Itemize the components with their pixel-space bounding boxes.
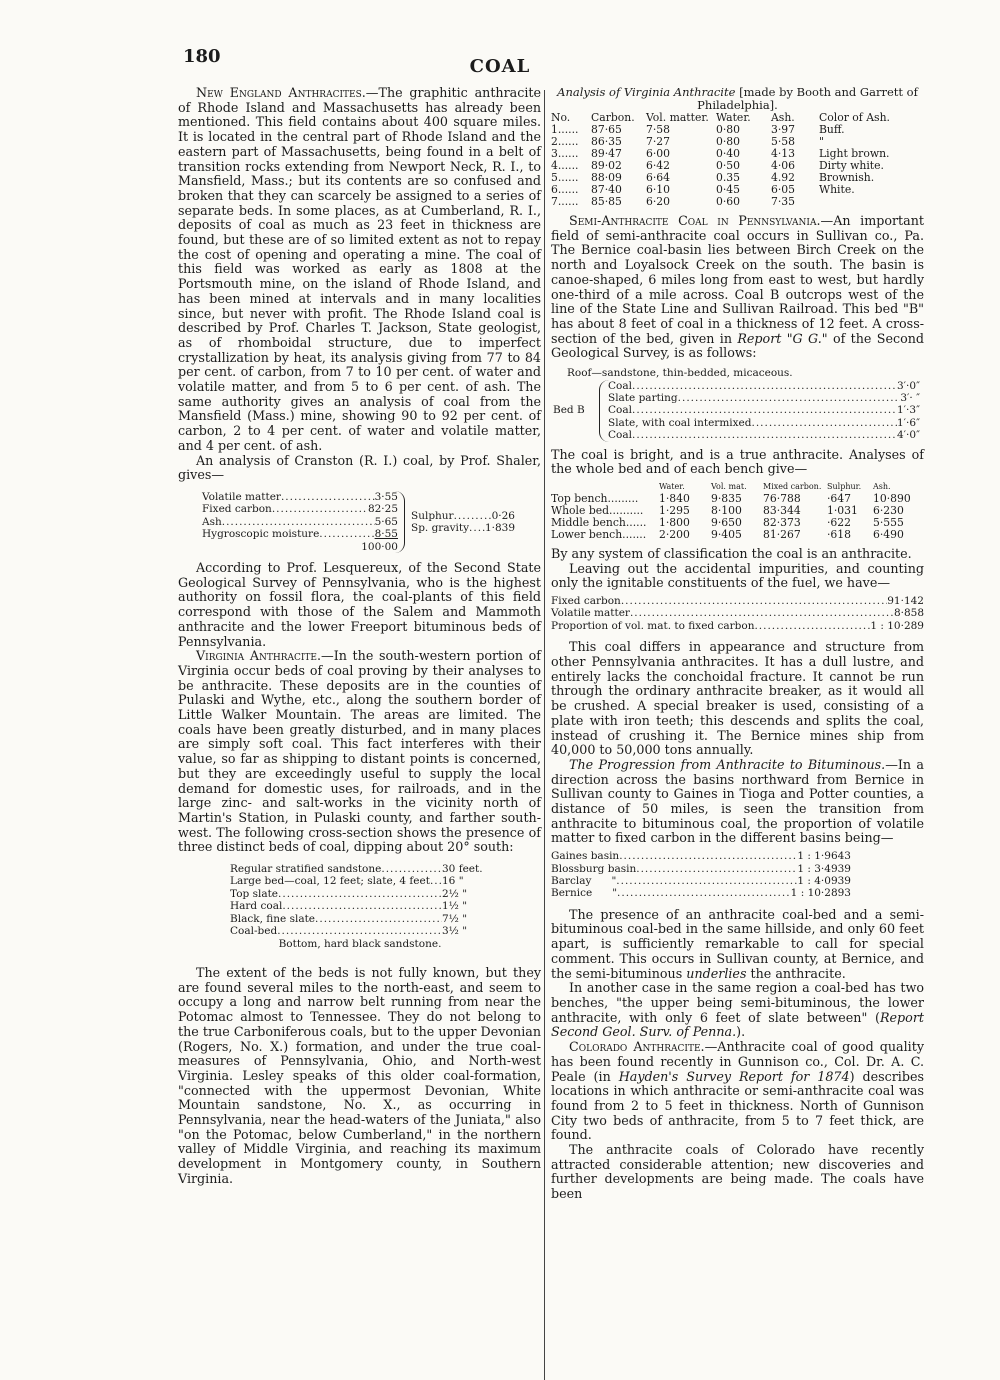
- new-england-paragraph: New England Anthracites.—The graphitic anthracite of Rhode Island and Massachusetts has already been mentioned. This field contains about 400 square miles. It is located in the central part of Rhode Island and the eastern part of Massachusetts, being found in a belt of transition rocks extending from Newport Neck, R. I., to Mansfield, Mass.; but its contents are so confused and broken that they can scarcely be assigned to a series of separate beds. In some places, as at Cumberland, R. I., deposits of coal as much as 23 feet in thickness are found, but these are of so limited extent as not to repay the cost of opening and operating a mine. The coal of this field was worked as early as 1808 at the Portsmouth mine, on the island of Rhode Island, and has been mined at intervals and in many localities since, but never with profit. The Rhode Island coal is described by Prof. Charles T. Jackson, State geologist, as of rhomboidal structure, due to imperfect crystallization by heat, its analysis giving from 77 to 84 per cent. of carbon, from 7 to 10 per cent. of water and volatile matter, and from 5 to 6 per cent. of ash. The same authority gives an analysis of coal from the Mansfield (Mass.) mine, showing 90 to 92 per cent. of carbon, 2 to 4 per cent. of water and volatile matter, and 4 per cent. of ash.: [178, 85, 541, 453]
- table-row: 7...... 85·85 6·20 0·60 7·35: [551, 195, 796, 208]
- extent-paragraph: The extent of the beds is not fully known, but they are found several miles to the north-east, and seem to occupy a long and narrow belt running from near the Potomac almost to Tennessee. They do not belong to the true Carboniferous coals, but to the upper Devonian (Rogers, No. X.) formation, and under the true coal-measures of Pennsylvania, Ohio, and North-west Virginia. Lesley speaks of this older coal-formation, "connected with the uppermost Devonian, White Mountain sandstone, No. X., as occurring in Pennsylvania, near the head-waters of the Juniata," also "on the Potomac, below Cumberland," in the northern valley of Middle Virginia, and reaching its maximum development in Montgomery county, in Southern Virginia.: [178, 965, 541, 1186]
- table-row: Large bed—coal, 12 feet; slate, 4 feet ..... 16 ": [230, 875, 490, 887]
- table-row: Top slate ..... 2½ ": [230, 888, 490, 900]
- section-heading: New England Anthracites.: [196, 85, 366, 100]
- table-row: 2...... 86·35 7·27 0·80 5·58 ": [551, 135, 824, 148]
- table-row: Coal ..... 4′·0″: [608, 429, 920, 441]
- table-row: Volatile matter ..... 8·858: [551, 607, 924, 619]
- colorado-paragraph: Colorado Anthracite.—Anthracite coal of good quality has been found recently in Gunnison co., Col. Dr. A. C. Peale (in Hayden's Survey Report for 1874) describes locations in which anthracite or semi-anthracite coal was found from 2 to 5 feet in thickness. North of Gunnison City two beds of anthracite, from 5 to 7 feet thick, are found.: [551, 1039, 924, 1143]
- table-row: 5...... 88·09 6·64 0.35 4.92 Brownish.: [551, 171, 875, 184]
- classification-paragraph: By any system of classification the coal is an anthracite.: [551, 545, 912, 561]
- table-row: 6...... 87·40 6·10 0·45 6·05 White.: [551, 183, 855, 196]
- virginia-paragraph: Virginia Anthracite.—In the south-western portion of Virginia occur beds of coal proving by their analyses to be anthracite. These deposits are in the counties of Pulaski and Wythe, etc., along the southern border of Little Walker Mountain. The areas are limited. The coals have been greatly disturbed, and in many places are simply soft coal. This fact interferes with their value, so far as shipping to distant points is concerned, but they are exceedingly useful to supply the local demand for domestic uses, for railroads, and in the large zinc- and salt-works in the vicinity north of Martin's Station, in Pulaski county, and farther south-west. The following cross-section shows the presence of three distinct beds of coal, dipping about 20° south:: [178, 648, 541, 855]
- table-header-row: Water. Vol. mat. Mixed carbon. Sulphur. Ash.: [659, 481, 891, 491]
- column-divider: [544, 90, 545, 1380]
- right-column: [551, 86, 924, 1202]
- hillside-paragraph: The presence of an anthracite coal-bed and a semi-bituminous coal-bed in the same hillside, and only 60 feet apart, is sufficiently remarkable to call for special comment. This occurs in Sullivan county, at Bernice, and the semi-bituminous underlies the anthracite.: [551, 906, 924, 981]
- differs-paragraph: This coal differs in appearance and structure from other Pennsylvania anthracites. It has a dull lustre, and entirely lacks the conchoidal fracture. It cannot be run through the ordinary anthracite breaker, as it would all be crushed. A special breaker is used, consisting of a plate with iron teeth; this descends and splits the coal, instead of crushing it. The Bernice mines ship from 40,000 to 50,000 tons annually.: [551, 639, 924, 758]
- table-row: Lower bench....... 2·200 9·405 81·267 ·618 6·490: [551, 527, 904, 541]
- table-row: Top bench......... 1·840 9·835 76·788 ·647 10·890: [551, 491, 911, 505]
- table-row: Slate parting ..... 3′· ″: [608, 392, 920, 404]
- ignitable-intro: Leaving out the accidental impurities, and counting only the ignitable constituents of the fuel, we have—: [551, 560, 924, 591]
- virginia-analysis-table: [551, 112, 924, 208]
- bed-b-section: [553, 380, 924, 442]
- bench-analysis-table: [551, 481, 924, 541]
- table-row: Hard coal ..... 1½ ": [230, 900, 490, 912]
- table-row: Coal ..... 1′·3″: [608, 404, 920, 416]
- table-row: Fixed carbon ..... 91·142: [551, 595, 924, 607]
- virginia-analysis-title: Analysis of Virginia Anthracite [made by Booth and Garrett of Philadelphia].: [557, 85, 918, 112]
- basins-table: [551, 850, 851, 900]
- table-row: 4...... 89·02 6·42 0·50 4·06 Dirty white.: [551, 159, 884, 172]
- progression-paragraph: The Progression from Anthracite to Bituminous.—In a direction across the basins northward from Bernice in Sullivan county to Gaines in Tioga and Potter counties, a distance of 50 miles, is seen the transition from anthracite to bituminous coal, the proportion of volatile matter to fixed carbon in the different basins being—: [551, 756, 924, 846]
- table-row: 3...... 89·47 6·00 0·40 4·13 Light brown.: [551, 147, 890, 160]
- table-row: 1...... 87·65 7·58 0·80 3·97 Buff.: [551, 123, 845, 136]
- table-row: Middle bench...... 1·800 9·650 82·373 ·622 5·555: [551, 515, 904, 529]
- table-row: Hygroscopic moisture ..... 8·55: [202, 528, 398, 540]
- table-row: Volatile matter ..... 3·55: [202, 491, 398, 503]
- table-row: Ash ..... 5·65: [202, 516, 398, 528]
- section-heading: Virginia Anthracite.: [196, 648, 322, 664]
- table-row: Regular stratified sandstone ..... 30 feet.: [230, 863, 490, 875]
- left-column: [178, 86, 541, 1187]
- bed-b-label: Bed B: [553, 404, 585, 417]
- bright-coal-paragraph: The coal is bright, and is a true anthracite. Analyses of the whole bed and of each bench give—: [551, 446, 924, 477]
- lesquereux-paragraph: According to Prof. Lesquereux, of the Second State Geological Survey of Pennsylvania, who is the highest authority on fossil flora, the coal-plants of this field correspond with those of the Salem and Mammoth anthracite and the lower Freeport bituminous beds of Pennsylvania.: [178, 560, 541, 649]
- section-bottom: Bottom, hard black sandstone.: [278, 937, 442, 950]
- roof-label: Roof—sandstone, thin-bedded, micaceous.: [567, 367, 793, 380]
- virginia-section-table: [230, 863, 490, 950]
- table-row: Whole bed.......... 1·295 8·100 83·344 1·031 6·230: [551, 503, 904, 517]
- colorado-attention-paragraph: The anthracite coals of Colorado have recently attracted considerable attention; new discoveries and further developments are being made. The coals have been: [551, 1142, 924, 1202]
- cranston-intro: An analysis of Cranston (R. I.) coal, by Prof. Shaler, gives—: [178, 452, 541, 483]
- ignitable-table: [551, 595, 924, 632]
- table-row: Bernice " ..... 1 : 10·2893: [551, 887, 851, 899]
- page-number: 180: [183, 46, 221, 67]
- running-head: COAL: [469, 56, 531, 77]
- cranston-side: Sulphur ..... 0·26 Sp. gravity ..... 1·839: [411, 510, 515, 535]
- total-row: 100·00: [361, 540, 398, 553]
- table-row: Gaines basin ..... 1 : 1·9643: [551, 850, 851, 862]
- table-row: Coal ..... 3′·0″: [608, 380, 920, 392]
- table-row: Black, fine slate ..... 7½ ": [230, 913, 490, 925]
- table-row: Blossburg basin ..... 1 : 3·4939: [551, 863, 851, 875]
- table-row: Barclay " ..... 1 : 4·0939: [551, 875, 851, 887]
- cranston-analysis: [202, 491, 541, 553]
- section-heading: Colorado Anthracite.: [569, 1039, 705, 1055]
- table-row: Slate, with coal intermixed ..... 1′·6″: [608, 417, 920, 429]
- semi-anthracite-paragraph: Semi-Anthracite Coal in Pennsylvania.—An important field of semi-anthracite coal occurs in Sullivan co., Pa. The Bernice coal-basin lies between Birch Creek on the north and Loyalsock Creek on the south. The basin is canoe-shaped, 6 miles long from east to west, but hardly one-third of a mile across. Coal B outcrops west of the line of the State Line and Sullivan Railroad. This bed "B" has about 8 feet of coal in a thickness of 12 feet. A cross-section of the bed, given in Report "G G." of the Second Geological Survey, is as follows:: [551, 213, 924, 361]
- table-row: Coal-bed ..... 3½ ": [230, 925, 490, 937]
- table-header-row: No. Carbon. Vol. matter. Water. Ash. Color of Ash.: [551, 111, 890, 124]
- table-row: Fixed carbon ..... 82·25: [202, 503, 398, 515]
- section-heading: Semi-Anthracite Coal in Pennsylvania.: [569, 213, 821, 228]
- benches-paragraph: In another case in the same region a coal-bed has two benches, "the upper being semi-bituminous, the lower anthracite, with only 6 feet of slate between" (Report Second Geol. Surv. of Penna.).: [551, 980, 924, 1040]
- table-row: Proportion of vol. mat. to fixed carbon ..... 1 : 10·289: [551, 620, 924, 632]
